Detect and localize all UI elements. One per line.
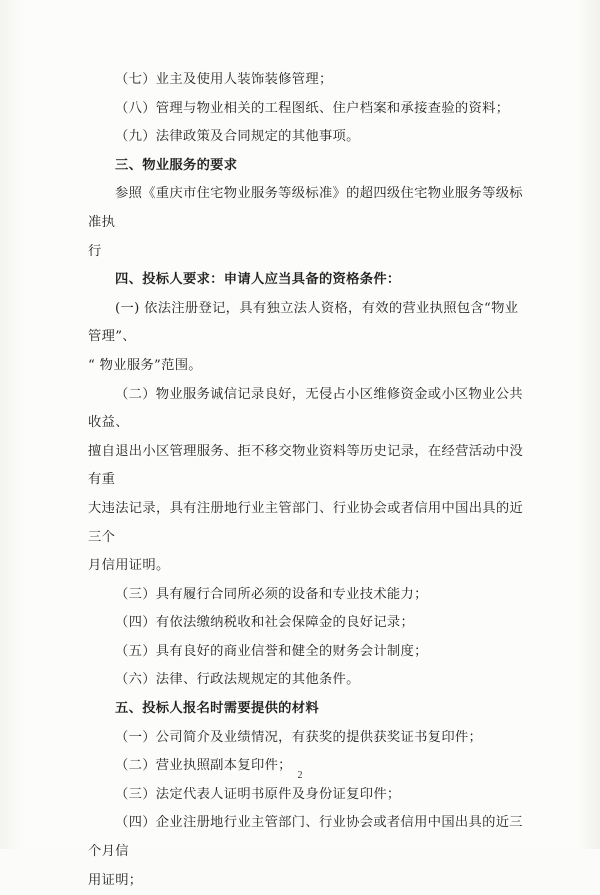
paragraph-line: 擅自退出小区管理服务、拒不移交物业资料等历史记录，在经营活动中没有重 <box>88 443 524 488</box>
list-item: （六）法律、行政法规规定的其他条件。 <box>115 672 360 688</box>
paragraph-line: 参照《重庆市住宅物业服务等级标准》的超四级住宅物业服务等级标准执 <box>88 186 523 230</box>
paragraph-line: “ 物业服务”范围。 <box>88 357 202 373</box>
list-item: （二）营业执照副本复印件； <box>115 758 292 774</box>
list-item: （七）业主及使用人装饰装修管理； <box>115 72 333 87</box>
list-item: （八）管理与物业相关的工程图纸、住户档案和承接查验的资料； <box>115 100 510 116</box>
paragraph-line: 用证明； <box>88 872 143 888</box>
list-item: （三）法定代表人证明书原件及身份证复印件； <box>115 786 401 802</box>
paragraph-line: 行 <box>88 243 102 259</box>
list-item: （三）具有履行合同所必须的设备和专业技术能力； <box>115 586 428 602</box>
paragraph-line: 月信用证明。 <box>88 558 170 574</box>
list-item: （五）具有良好的商业信誉和健全的财务会计制度； <box>115 643 428 659</box>
list-item: (一) 依法注册登记，具有独立法人资格，有效的营业执照包含“物业管理”、 <box>88 300 519 345</box>
list-item: （四）有依法缴纳税收和社会保障金的良好记录； <box>115 615 415 631</box>
list-item: （二）物业服务诚信记录良好，无侵占小区维修资金或小区物业公共收益、 <box>88 386 523 431</box>
list-item: （九）法律政策及合同规定的其他事项。 <box>115 129 360 145</box>
section-heading: 三、物业服务的要求 <box>115 157 238 173</box>
page-number: 2 <box>297 770 303 781</box>
list-item: （一）公司简介及业绩情况，有获奖的提供获奖证书复印件； <box>115 729 483 745</box>
paragraph-line: 大违法记录，具有注册地行业主管部门、行业协会或者信用中国出具的近三个 <box>88 500 524 545</box>
section-heading: 五、投标人报名时需要提供的材料 <box>115 701 319 717</box>
section-heading: 四、投标人要求：申请人应当具备的资格条件： <box>115 272 401 288</box>
list-item: （四）企业注册地行业主管部门、行业协会或者信用中国出具的近三个月信 <box>88 815 523 860</box>
